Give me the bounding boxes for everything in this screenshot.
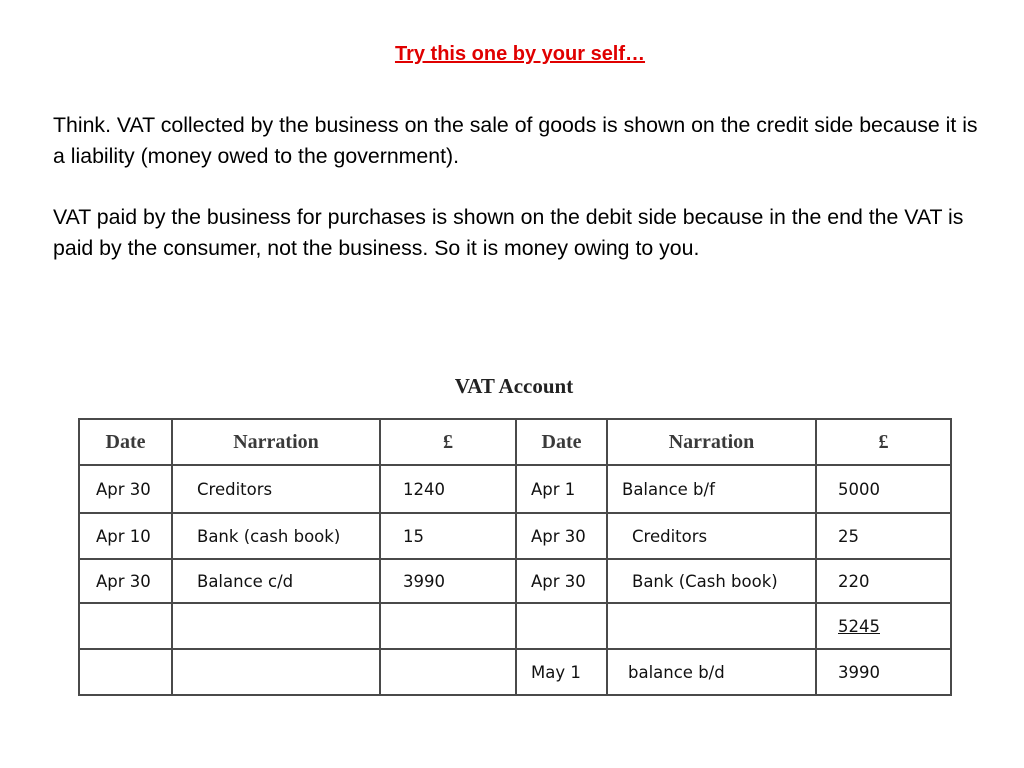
- debit-amount-cell: 15: [380, 513, 516, 559]
- debit-date-cell: Apr 30: [79, 465, 172, 513]
- vat-account-table: [78, 418, 952, 696]
- slide-title: Try this one by your self…: [394, 43, 646, 65]
- table-row: [79, 603, 951, 649]
- credit-date-cell: May 1: [516, 649, 607, 695]
- table-row: [79, 559, 951, 603]
- debit-narration-cell: Bank (cash book): [172, 513, 380, 559]
- credit-date-cell: Apr 30: [516, 513, 607, 559]
- credit-amount-header: £: [816, 419, 951, 465]
- explanation-paragraph-credit: Think. VAT collected by the business on the sale of goods is shown on the credit side because it is a liability (money owed to the government).: [53, 113, 978, 168]
- table-header-row: [79, 419, 951, 465]
- debit-narration-cell: Creditors: [172, 465, 380, 513]
- credit-narration-cell: Balance b/f: [607, 465, 816, 513]
- debit-date-cell: Apr 10: [79, 513, 172, 559]
- debit-amount-header: £: [380, 419, 516, 465]
- debit-narration-cell: [172, 603, 380, 649]
- account-title: VAT Account: [454, 374, 574, 398]
- debit-date-header: Date: [79, 419, 172, 465]
- credit-date-cell: Apr 1: [516, 465, 607, 513]
- debit-narration-cell: [172, 649, 380, 695]
- credit-date-cell: [516, 603, 607, 649]
- credit-date-cell: Apr 30: [516, 559, 607, 603]
- debit-amount-cell: [380, 649, 516, 695]
- credit-amount-cell: 25: [816, 513, 951, 559]
- credit-amount-cell: 5000: [816, 465, 951, 513]
- credit-amount-cell: 220: [816, 559, 951, 603]
- debit-date-cell: [79, 603, 172, 649]
- credit-narration-cell: [607, 603, 816, 649]
- table-row: [79, 465, 951, 513]
- debit-date-cell: Apr 30: [79, 559, 172, 603]
- debit-narration-cell: Balance c/d: [172, 559, 380, 603]
- debit-narration-header: Narration: [172, 419, 380, 465]
- debit-amount-cell: 1240: [380, 465, 516, 513]
- debit-date-cell: [79, 649, 172, 695]
- credit-narration-cell: Creditors: [607, 513, 816, 559]
- credit-narration-cell: Bank (Cash book): [607, 559, 816, 603]
- credit-date-header: Date: [516, 419, 607, 465]
- credit-narration-cell: balance b/d: [607, 649, 816, 695]
- credit-narration-header: Narration: [607, 419, 816, 465]
- table-row: [79, 513, 951, 559]
- debit-amount-cell: 3990: [380, 559, 516, 603]
- debit-amount-cell: [380, 603, 516, 649]
- credit-total-cell: 5245: [816, 603, 951, 649]
- credit-amount-cell: 3990: [816, 649, 951, 695]
- table-row: [79, 649, 951, 695]
- explanation-paragraph-debit: VAT paid by the business for purchases is shown on the debit side because in the end the VAT is paid by the consumer, not the business. So it is money owing to you.: [53, 205, 964, 260]
